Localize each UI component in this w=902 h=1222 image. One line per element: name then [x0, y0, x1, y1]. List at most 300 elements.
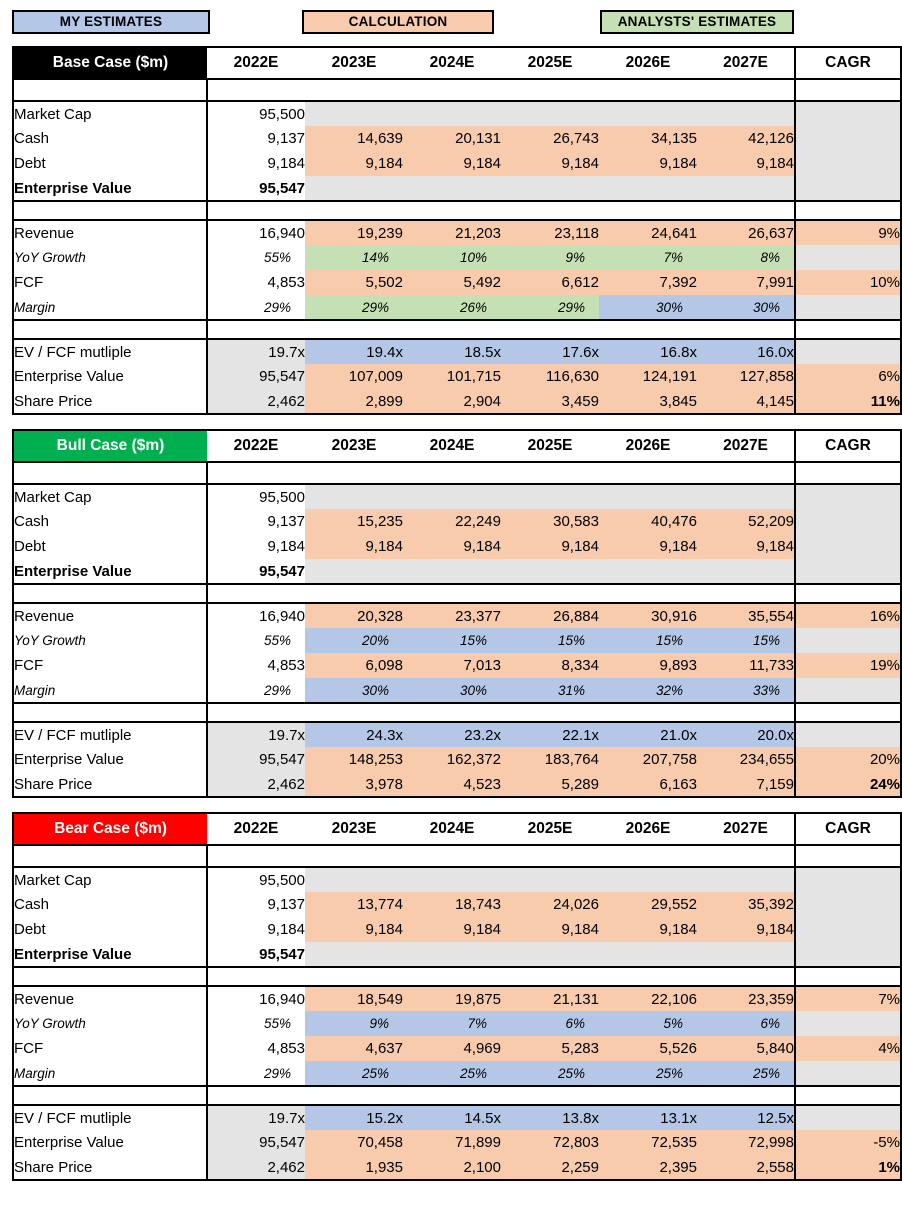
data-cell: 3,845: [599, 389, 697, 414]
cagr-cell: 10%: [795, 270, 901, 295]
data-cell: [305, 101, 403, 126]
data-cell: 5,283: [501, 1036, 599, 1061]
table-row: [13, 101, 901, 126]
data-cell: 29,552: [599, 892, 697, 917]
data-cell: 16,940: [207, 220, 305, 245]
data-cell: 15%: [403, 628, 501, 653]
data-cell: 7%: [403, 1011, 501, 1036]
data-cell: [501, 176, 599, 201]
data-cell: 6,098: [305, 653, 403, 678]
data-cell: 29%: [207, 1061, 305, 1086]
row-label: Enterprise Value: [13, 364, 207, 389]
table-row: [13, 747, 901, 772]
spacer-cell: [795, 201, 901, 220]
data-cell: 14.5x: [403, 1105, 501, 1130]
spacer-cell: [403, 845, 501, 867]
spacer-cell: [599, 79, 697, 101]
legend-calculation: [302, 10, 494, 34]
data-cell: [599, 867, 697, 892]
table-row: [13, 1130, 901, 1155]
data-cell: 2,462: [207, 772, 305, 797]
data-cell: 127,858: [697, 364, 795, 389]
data-cell: 21,131: [501, 986, 599, 1011]
row-label: Market Cap: [13, 867, 207, 892]
data-cell: 55%: [207, 245, 305, 270]
data-cell: 42,126: [697, 126, 795, 151]
row-label: EV / FCF mutliple: [13, 339, 207, 364]
data-cell: 24,641: [599, 220, 697, 245]
data-cell: 9,137: [207, 126, 305, 151]
data-cell: 15,235: [305, 509, 403, 534]
spacer-row: [13, 462, 901, 484]
spacer-cell: [13, 1086, 207, 1105]
data-cell: [599, 101, 697, 126]
data-cell: 23,359: [697, 986, 795, 1011]
table-row: [13, 1036, 901, 1061]
data-cell: 6,612: [501, 270, 599, 295]
spacer-cell: [697, 703, 795, 722]
column-header-2026e: 2026E: [599, 430, 697, 462]
data-cell: 29%: [305, 295, 403, 320]
table-row: [13, 892, 901, 917]
data-cell: [697, 101, 795, 126]
row-label: YoY Growth: [13, 1011, 207, 1036]
cagr-cell: [795, 484, 901, 509]
column-header-2027e: 2027E: [697, 813, 795, 845]
data-cell: 95,500: [207, 101, 305, 126]
table-row: [13, 389, 901, 414]
data-cell: [599, 942, 697, 967]
data-cell: 5,502: [305, 270, 403, 295]
data-cell: 9,184: [403, 534, 501, 559]
cagr-cell: 20%: [795, 747, 901, 772]
spacer-cell: [207, 967, 305, 986]
cagr-cell: [795, 509, 901, 534]
data-cell: 4,853: [207, 270, 305, 295]
column-header-2025e: 2025E: [501, 47, 599, 79]
row-label: YoY Growth: [13, 628, 207, 653]
data-cell: 16.8x: [599, 339, 697, 364]
row-label: Margin: [13, 295, 207, 320]
table-row: [13, 986, 901, 1011]
data-cell: 25%: [599, 1061, 697, 1086]
data-cell: [501, 559, 599, 584]
data-cell: [305, 559, 403, 584]
table-row: [13, 176, 901, 201]
data-cell: [305, 484, 403, 509]
table-row: [13, 867, 901, 892]
column-header-cagr: CAGR: [795, 813, 901, 845]
cagr-cell: 1%: [795, 1155, 901, 1180]
legend: [0, 0, 902, 46]
data-cell: 25%: [501, 1061, 599, 1086]
spacer-cell: [599, 462, 697, 484]
spacer-cell: [599, 967, 697, 986]
table-row: [13, 1155, 901, 1180]
spacer-cell: [305, 462, 403, 484]
row-label: Debt: [13, 534, 207, 559]
legend-analysts-estimates-label: ANALYSTS' ESTIMATES: [617, 14, 777, 30]
data-cell: 3,459: [501, 389, 599, 414]
data-cell: 26,884: [501, 603, 599, 628]
spacer-cell: [305, 584, 403, 603]
data-cell: 5,526: [599, 1036, 697, 1061]
table-row: [13, 220, 901, 245]
data-cell: [599, 559, 697, 584]
data-cell: 9,184: [697, 534, 795, 559]
spacer-cell: [13, 967, 207, 986]
table-row: [13, 653, 901, 678]
spacer-row: [13, 967, 901, 986]
data-cell: 23,377: [403, 603, 501, 628]
data-cell: 9,184: [305, 151, 403, 176]
spacer-row: [13, 201, 901, 220]
cagr-cell: 4%: [795, 1036, 901, 1061]
data-cell: 9,184: [501, 534, 599, 559]
data-cell: 20.0x: [697, 722, 795, 747]
column-header-2025e: 2025E: [501, 430, 599, 462]
case-block-bear: [0, 812, 902, 1181]
table-row: [13, 364, 901, 389]
table-row: [13, 245, 901, 270]
spacer-cell: [501, 1086, 599, 1105]
data-cell: 18.5x: [403, 339, 501, 364]
data-cell: 10%: [403, 245, 501, 270]
data-cell: 9,184: [305, 917, 403, 942]
data-cell: 30,916: [599, 603, 697, 628]
data-cell: 9,184: [697, 151, 795, 176]
data-cell: 30%: [697, 295, 795, 320]
data-cell: 9,137: [207, 892, 305, 917]
cagr-cell: 7%: [795, 986, 901, 1011]
data-cell: 24,026: [501, 892, 599, 917]
spacer-cell: [697, 79, 795, 101]
row-label: Share Price: [13, 389, 207, 414]
data-cell: [599, 484, 697, 509]
data-cell: 9%: [305, 1011, 403, 1036]
data-cell: 17.6x: [501, 339, 599, 364]
table-row: [13, 484, 901, 509]
data-cell: 9,184: [207, 151, 305, 176]
data-cell: 4,637: [305, 1036, 403, 1061]
data-cell: 2,395: [599, 1155, 697, 1180]
data-cell: 25%: [697, 1061, 795, 1086]
spacer-cell: [207, 79, 305, 101]
column-header-2023e: 2023E: [305, 813, 403, 845]
table-gap: [0, 415, 902, 429]
data-cell: [501, 101, 599, 126]
spacer-cell: [305, 703, 403, 722]
cagr-cell: 16%: [795, 603, 901, 628]
data-cell: [697, 942, 795, 967]
data-cell: 11,733: [697, 653, 795, 678]
data-cell: 7,392: [599, 270, 697, 295]
table-row: [13, 534, 901, 559]
data-cell: 30%: [403, 678, 501, 703]
data-cell: 15%: [599, 628, 697, 653]
data-cell: 95,547: [207, 364, 305, 389]
data-cell: 148,253: [305, 747, 403, 772]
column-header-2027e: 2027E: [697, 47, 795, 79]
data-cell: 4,853: [207, 1036, 305, 1061]
cagr-cell: [795, 1105, 901, 1130]
spacer-cell: [599, 845, 697, 867]
data-cell: 7,013: [403, 653, 501, 678]
data-cell: 15%: [697, 628, 795, 653]
data-cell: 9,184: [305, 534, 403, 559]
legend-my-estimates: [12, 10, 210, 34]
data-cell: 19,875: [403, 986, 501, 1011]
data-cell: 7%: [599, 245, 697, 270]
spacer-cell: [305, 320, 403, 339]
data-cell: 95,547: [207, 747, 305, 772]
cagr-cell: 6%: [795, 364, 901, 389]
data-cell: 23.2x: [403, 722, 501, 747]
data-cell: 22,249: [403, 509, 501, 534]
row-label: Debt: [13, 917, 207, 942]
spacer-cell: [13, 320, 207, 339]
row-label: Share Price: [13, 772, 207, 797]
column-header-2026e: 2026E: [599, 47, 697, 79]
table-row: [13, 1105, 901, 1130]
spacer-cell: [501, 320, 599, 339]
spacer-cell: [305, 1086, 403, 1105]
data-cell: 13.8x: [501, 1105, 599, 1130]
row-label: Margin: [13, 1061, 207, 1086]
data-cell: 9,184: [599, 917, 697, 942]
data-cell: [501, 942, 599, 967]
row-label: Debt: [13, 151, 207, 176]
table-gap: [0, 798, 902, 812]
spacer-cell: [403, 584, 501, 603]
data-cell: [697, 484, 795, 509]
data-cell: 21,203: [403, 220, 501, 245]
data-cell: 31%: [501, 678, 599, 703]
scenario-tables: [0, 46, 902, 1181]
data-cell: 95,547: [207, 942, 305, 967]
column-header-2022e: 2022E: [207, 430, 305, 462]
column-header-2025e: 2025E: [501, 813, 599, 845]
cagr-cell: 24%: [795, 772, 901, 797]
table-row: [13, 678, 901, 703]
data-cell: [403, 867, 501, 892]
table-row: [13, 917, 901, 942]
cagr-cell: [795, 722, 901, 747]
data-cell: 14,639: [305, 126, 403, 151]
data-cell: 9,184: [207, 534, 305, 559]
case-block-bull: [0, 429, 902, 798]
data-cell: 9%: [501, 245, 599, 270]
spacer-cell: [599, 703, 697, 722]
data-cell: 2,259: [501, 1155, 599, 1180]
data-cell: 15%: [501, 628, 599, 653]
spacer-cell: [697, 845, 795, 867]
case-title-bull: Bull Case ($m): [13, 430, 207, 462]
data-cell: 95,500: [207, 867, 305, 892]
data-cell: [501, 484, 599, 509]
data-cell: 4,145: [697, 389, 795, 414]
cagr-cell: [795, 339, 901, 364]
data-cell: 20%: [305, 628, 403, 653]
data-cell: 6,163: [599, 772, 697, 797]
data-cell: [403, 176, 501, 201]
table-row: [13, 509, 901, 534]
row-label: YoY Growth: [13, 245, 207, 270]
spacer-cell: [13, 462, 207, 484]
data-cell: [599, 176, 697, 201]
spacer-cell: [403, 967, 501, 986]
data-cell: 95,547: [207, 1130, 305, 1155]
spacer-cell: [501, 201, 599, 220]
row-label: EV / FCF mutliple: [13, 1105, 207, 1130]
spacer-cell: [207, 1086, 305, 1105]
row-label: Share Price: [13, 1155, 207, 1180]
data-cell: 19.7x: [207, 1105, 305, 1130]
data-cell: 2,462: [207, 389, 305, 414]
row-label: Enterprise Value: [13, 942, 207, 967]
table-row: [13, 603, 901, 628]
table-row: [13, 772, 901, 797]
data-cell: 26%: [403, 295, 501, 320]
table-row: [13, 942, 901, 967]
cagr-cell: [795, 151, 901, 176]
spacer-cell: [599, 584, 697, 603]
spacer-cell: [795, 1086, 901, 1105]
data-cell: 24.3x: [305, 722, 403, 747]
spacer-cell: [13, 703, 207, 722]
column-header-2027e: 2027E: [697, 430, 795, 462]
data-cell: 18,743: [403, 892, 501, 917]
spacer-cell: [13, 584, 207, 603]
data-cell: 6%: [501, 1011, 599, 1036]
data-cell: 25%: [403, 1061, 501, 1086]
spacer-row: [13, 845, 901, 867]
data-cell: 3,978: [305, 772, 403, 797]
spacer-cell: [207, 703, 305, 722]
cagr-cell: [795, 559, 901, 584]
data-cell: 183,764: [501, 747, 599, 772]
case-table-base: [12, 46, 902, 415]
table-row: [13, 270, 901, 295]
data-cell: 162,372: [403, 747, 501, 772]
data-cell: 6%: [697, 1011, 795, 1036]
row-label: Cash: [13, 892, 207, 917]
data-cell: 9,893: [599, 653, 697, 678]
spacer-cell: [795, 845, 901, 867]
spacer-cell: [599, 320, 697, 339]
data-cell: 16,940: [207, 603, 305, 628]
data-cell: [697, 867, 795, 892]
spacer-cell: [501, 845, 599, 867]
case-table-bear: [12, 812, 902, 1181]
spacer-cell: [795, 584, 901, 603]
row-label: Enterprise Value: [13, 1130, 207, 1155]
column-header-2022e: 2022E: [207, 47, 305, 79]
spacer-cell: [207, 845, 305, 867]
data-cell: [697, 176, 795, 201]
column-header-2023e: 2023E: [305, 47, 403, 79]
data-cell: 12.5x: [697, 1105, 795, 1130]
data-cell: 5,840: [697, 1036, 795, 1061]
table-row: [13, 722, 901, 747]
row-label: FCF: [13, 653, 207, 678]
data-cell: 8%: [697, 245, 795, 270]
column-header-2022e: 2022E: [207, 813, 305, 845]
data-cell: 5,289: [501, 772, 599, 797]
cagr-cell: 9%: [795, 220, 901, 245]
data-cell: 9,184: [599, 151, 697, 176]
data-cell: 29%: [501, 295, 599, 320]
data-cell: 116,630: [501, 364, 599, 389]
spacer-cell: [697, 967, 795, 986]
data-cell: 9,137: [207, 509, 305, 534]
row-label: Margin: [13, 678, 207, 703]
data-cell: 9,184: [501, 151, 599, 176]
row-label: FCF: [13, 1036, 207, 1061]
row-label: Revenue: [13, 220, 207, 245]
spacer-cell: [501, 703, 599, 722]
spacer-row: [13, 79, 901, 101]
table-row: [13, 339, 901, 364]
column-header-2024e: 2024E: [403, 813, 501, 845]
data-cell: 19.4x: [305, 339, 403, 364]
cagr-cell: [795, 534, 901, 559]
data-cell: [403, 559, 501, 584]
data-cell: [501, 867, 599, 892]
data-cell: [403, 101, 501, 126]
spacer-cell: [403, 462, 501, 484]
data-cell: 4,969: [403, 1036, 501, 1061]
data-cell: [305, 867, 403, 892]
column-header-cagr: CAGR: [795, 47, 901, 79]
spacer-row: [13, 584, 901, 603]
data-cell: 29%: [207, 295, 305, 320]
row-label: Enterprise Value: [13, 559, 207, 584]
spacer-cell: [795, 703, 901, 722]
table-row: [13, 1011, 901, 1036]
spacer-cell: [403, 320, 501, 339]
row-label: Cash: [13, 126, 207, 151]
spacer-cell: [501, 79, 599, 101]
data-cell: 5%: [599, 1011, 697, 1036]
data-cell: 15.2x: [305, 1105, 403, 1130]
data-cell: 35,392: [697, 892, 795, 917]
spacer-cell: [207, 320, 305, 339]
data-cell: 4,853: [207, 653, 305, 678]
spacer-cell: [305, 79, 403, 101]
data-cell: 35,554: [697, 603, 795, 628]
cagr-cell: [795, 1011, 901, 1036]
data-cell: 20,131: [403, 126, 501, 151]
spacer-cell: [207, 584, 305, 603]
data-cell: 16,940: [207, 986, 305, 1011]
spacer-cell: [501, 584, 599, 603]
row-label: FCF: [13, 270, 207, 295]
column-header-cagr: CAGR: [795, 430, 901, 462]
data-cell: [403, 942, 501, 967]
spacer-row: [13, 1086, 901, 1105]
data-cell: 2,100: [403, 1155, 501, 1180]
data-cell: 13.1x: [599, 1105, 697, 1130]
data-cell: 23,118: [501, 220, 599, 245]
case-title-base: Base Case ($m): [13, 47, 207, 79]
spacer-cell: [207, 201, 305, 220]
row-label: Revenue: [13, 603, 207, 628]
data-cell: 2,462: [207, 1155, 305, 1180]
case-table-bull: [12, 429, 902, 798]
data-cell: 25%: [305, 1061, 403, 1086]
data-cell: 107,009: [305, 364, 403, 389]
